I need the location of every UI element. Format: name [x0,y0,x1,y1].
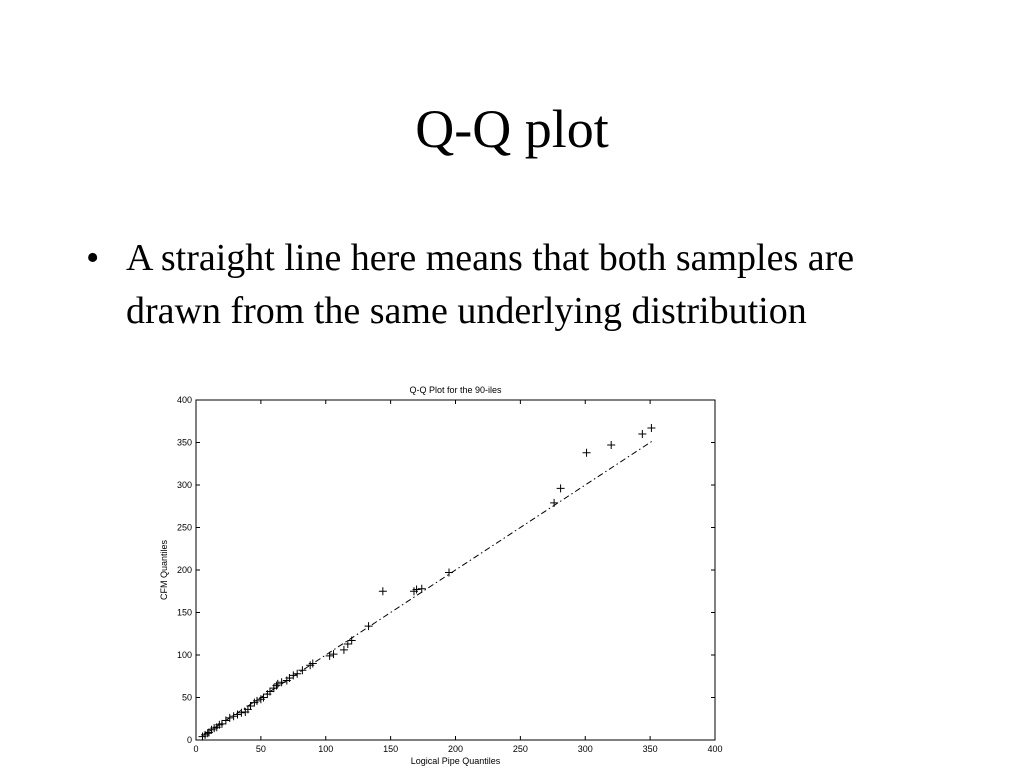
data-point [298,666,306,674]
data-point [445,569,453,577]
data-point [647,424,655,432]
y-tick-label: 250 [176,522,192,533]
y-tick-label: 350 [176,437,192,448]
y-axis-label: CFM Quantiles [159,539,169,601]
y-tick-label: 100 [176,650,192,660]
data-point [583,449,591,457]
bullet-dot: • [86,237,100,279]
x-tick-label: 350 [642,744,658,754]
data-point [234,711,242,719]
data-point [418,585,426,593]
data-point [557,484,565,492]
x-tick-label: 150 [383,744,399,754]
data-point [274,680,282,688]
y-tick-label: 0 [186,735,192,745]
x-tick-label: 200 [447,744,464,754]
x-tick-label: 0 [193,744,199,754]
data-point [326,652,334,660]
data-point [293,670,301,678]
slide-title: Q-Q plot [415,99,609,159]
data-point [237,709,245,717]
x-tick-label: 100 [318,744,334,754]
y-tick-label: 50 [181,692,192,703]
data-point [365,622,373,630]
data-point [379,587,387,595]
data-point [340,646,348,654]
x-tick-label: 250 [512,744,528,754]
x-axis-label: Logical Pipe Quantiles [410,756,501,766]
data-point [607,441,615,449]
data-point [550,499,558,507]
qq-chart-svg [150,378,740,768]
x-tick-label: 50 [255,744,266,754]
y-tick-label: 200 [176,565,192,575]
y-tick-label: 300 [176,480,192,490]
y-tick-label: 400 [176,395,192,405]
data-point [348,637,356,645]
data-point [638,430,646,438]
data-point [344,640,352,648]
qq-chart [150,378,740,768]
chart-title: Q-Q Plot for the 90-iles [409,385,502,395]
y-tick-label: 150 [176,607,192,618]
bullet-text: A straight line here means that both samples are drawn from the same underlying distribution [126,237,855,332]
data-point [278,678,286,686]
bullet-item [86,232,946,338]
x-tick-label: 400 [707,744,723,754]
x-tick-label: 300 [577,744,593,754]
